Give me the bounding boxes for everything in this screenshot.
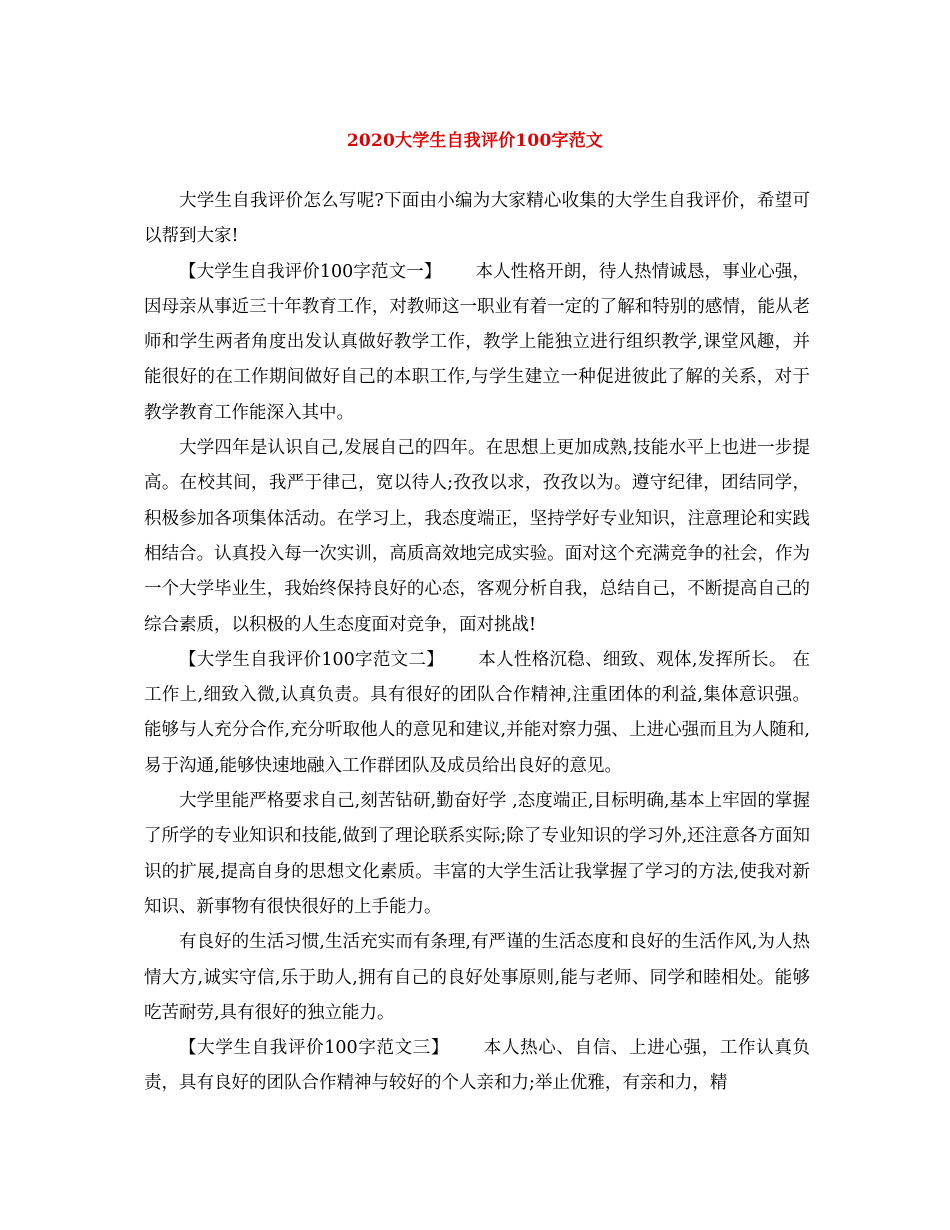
paragraph-text: 大学四年是认识自己,发展自己的四年。在思想上更加成熟,技能水平上也进一步提高。在校其间，我严于律己，宽以待人;孜孜以求，孜孜以为。遵守纪律，团结同学，积极参加各项集体活动。在学习上，我态度端正，坚持学好专业知识，注意理论和实践相结合。认真投入每一次实训，高质高效地完成实验。面对这个充满竞争的社会，作为一个大学毕业生，我始终保持良好的心态，客观分析自我，总结自己，不断提高自己的综合素质，以积极的人生态度面对竞争，面对挑战! bbox=[144, 438, 810, 635]
section-heading-sample-one: 【大学生自我评价100字范文一】 bbox=[179, 261, 442, 282]
paragraph-text: 本人性格开朗，待人热情诚恳，事业心强，因母亲从事近三十年教育工作，对教师这一职业有着一定的了解和特别的感情，能从老师和学生两者角度出发认真做好教学工作，教学上能独立进行组织教学,课堂风趣，并能很好的在工作期间做好自己的本职工作,与学生建立一种促进彼此了解的关系，对于教学教育工作能深入其中。 bbox=[144, 261, 811, 423]
paragraph-text: 大学生自我评价怎么写呢?下面由小编为大家精心收集的大学生自我评价，希望可以帮到大家! bbox=[144, 191, 810, 247]
paragraph-text: 本人热心、自信、上进心强，工作认真负责，具有良好的团队合作精神与较好的个人亲和力;举止优雅，有亲和力，精 bbox=[144, 1038, 811, 1094]
paragraph-intro bbox=[144, 184, 810, 255]
paragraph-four-years bbox=[144, 431, 810, 643]
paragraph-text: 本人性格沉稳、细致、观体,发挥所长。 在工作上,细致入微,认真负责。具有很好的团队合作精神,注重团体的利益,集体意识强。能够与人充分合作,充分听取他人的意见和建议,并能对察力强、上进心强而且为人随和,易于沟通,能够快速地融入工作群团队及成员给出良好的意见。 bbox=[144, 649, 811, 776]
section-heading-sample-three: 【大学生自我评价100字范文三】 bbox=[179, 1038, 450, 1059]
paragraph-sample-three bbox=[144, 1031, 810, 1102]
section-heading-sample-two: 【大学生自我评价100字范文二】 bbox=[179, 649, 445, 670]
paragraph-text: 大学里能严格要求自己,刻苦钻研,勤奋好学 ,态度端正,目标明确,基本上牢固的掌握了所学的专业知识和技能,做到了理论联系实际;除了专业知识的学习外,还注意各方面知识的扩展,提高自身的思想文化素质。丰富的大学生活让我掌握了学习的方法,使我对新知识、新事物有很快很好的上手能力。 bbox=[144, 791, 810, 917]
document-title: 2020大学生自我评价100字范文 bbox=[346, 131, 604, 151]
document-body bbox=[144, 184, 810, 1102]
paragraph-university bbox=[144, 784, 810, 925]
paragraph-text: 有良好的生活习惯,生活充实而有条理,有严谨的生活态度和良好的生活作风,为人热情大方,诚实守信,乐于助人,拥有自己的良好处事原则,能与老师、同学和睦相处。能够吃苦耐劳,具有很好的独立能力。 bbox=[144, 932, 810, 1023]
paragraph-habits bbox=[144, 925, 810, 1031]
paragraph-sample-one bbox=[144, 255, 810, 431]
paragraph-sample-two bbox=[144, 643, 810, 784]
